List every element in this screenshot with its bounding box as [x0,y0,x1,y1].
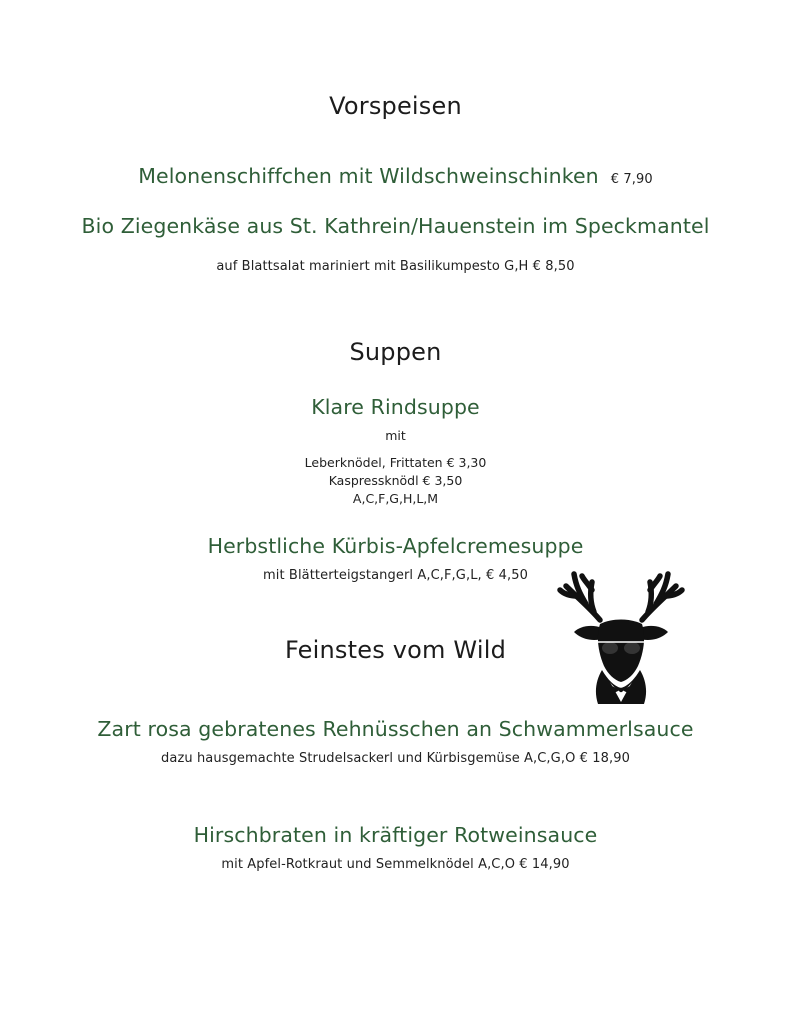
dish-hirschbraten: Hirschbraten in kräftiger Rotweinsauce [193,823,598,847]
dish-ziegenkaese: Bio Ziegenkäse aus St. Kathrein/Hauenstein im Speckmantel [81,214,710,238]
section-title-suppen: Suppen [349,338,442,366]
dish-kuerbissuppe: Herbstliche Kürbis-Apfelcremesuppe [207,534,584,558]
dish-name: Melonenschiffchen mit Wildschweinschinken [138,164,599,188]
deer-head-icon [556,562,686,712]
section-title-wild: Feinstes vom Wild [284,636,507,664]
dish-description: mit Apfel-Rotkraut und Semmelknödel A,C,O € 14,90 [221,857,570,872]
dish-melonenschiffchen [0,164,791,188]
dish-description: dazu hausgemachte Strudelsackerl und Kürbisgemüse A,C,G,O € 18,90 [161,751,630,766]
dish-description: Leberknödel, Frittaten € 3,30 [304,455,487,470]
dish-description: mit [385,428,406,443]
dish-description: Kaspressknödl € 3,50 [328,473,463,488]
dish-rindsuppe: Klare Rindsuppe [311,395,480,419]
dish-allergens: A,C,F,G,H,L,M [352,491,439,506]
dish-price: € 7,90 [610,172,653,187]
dish-description: mit Blätterteigstangerl A,C,F,G,L, € 4,50 [263,568,528,583]
section-title-vorspeisen: Vorspeisen [329,92,462,120]
dish-rehnuesschen: Zart rosa gebratenes Rehnüsschen an Schwammerlsauce [97,717,694,741]
dish-description: auf Blattsalat mariniert mit Basilikumpesto G,H € 8,50 [216,259,575,274]
